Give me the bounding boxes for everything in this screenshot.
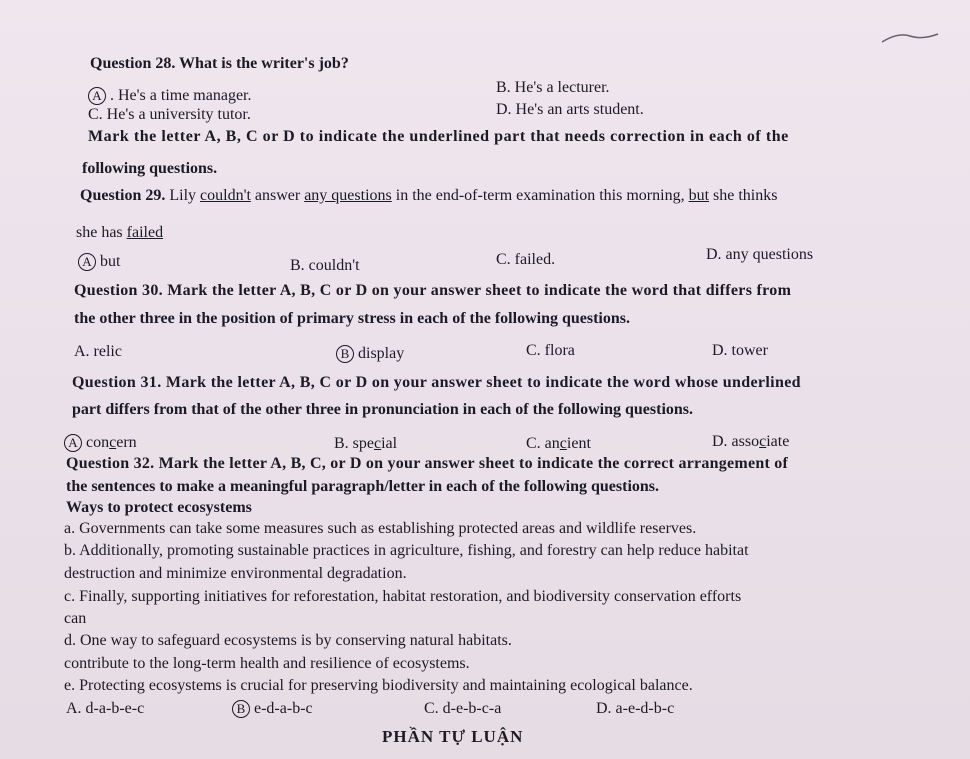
section-title: PHẦN TỰ LUẬN	[382, 727, 524, 746]
q28-option-d: D. He's an arts student.	[496, 101, 644, 118]
answer-circle: A	[64, 434, 82, 452]
q31-underlined: c	[109, 434, 117, 451]
q28-stem: Question 28. What is the writer's job?	[90, 55, 349, 72]
q30-instruction-line-2: the other three in the position of primary stress in each of the following questions.	[74, 310, 630, 327]
q31-text: ial	[381, 435, 398, 452]
q32-sentence-c-line-2: can	[64, 610, 87, 627]
q31-underlined: c	[759, 433, 767, 450]
q32-sentence-b-line-2: destruction and minimize environmental degradation.	[64, 565, 407, 582]
q29-sentence-line-2	[76, 224, 163, 242]
q30-option-d: D. tower	[712, 342, 768, 359]
q32-option-c: C. d-e-b-c-a	[424, 700, 502, 717]
q30-option-b	[336, 345, 404, 363]
q29-sentence-line-1	[80, 187, 777, 205]
instruction-line-2: following questions.	[82, 160, 218, 177]
q32-sentence-d-line-1: d. One way to safeguard ecosystems is by conserving natural habitats.	[64, 632, 512, 649]
q29-underlined-b: any questions	[304, 187, 392, 204]
q32-sentence-a: a. Governments can take some measures such as establishing protected areas and wildlife reserves.	[64, 520, 697, 537]
q28-option-a-text: . He's a time manager.	[110, 87, 252, 104]
q31-text: ient	[566, 435, 591, 452]
q32-option-b-text: e-d-a-b-c	[254, 700, 313, 717]
q29-option-b: B. couldn't	[290, 257, 360, 274]
q31-text: ern	[116, 434, 137, 451]
q32-instruction-line-2: the sentences to make a meaningful paragraph/letter in each of the following questions.	[66, 478, 660, 495]
q32-sentence-c-line-1: c. Finally, supporting initiatives for reforestation, habitat restoration, and biodiversity conservation efforts	[64, 588, 742, 605]
q32-heading: Ways to protect ecosystems	[66, 499, 252, 516]
q31-instruction-line-2: part differs from that of the other three in pronunciation in each of the following questions.	[72, 401, 694, 418]
q29-underlined-c: but	[688, 187, 710, 204]
q31-instruction-line-1: Question 31. Mark the letter A, B, C or D on your answer sheet to indicate the word whose underlined	[72, 374, 801, 391]
q28-option-c: C. He's a university tutor.	[88, 106, 251, 123]
q29-text: answer	[250, 187, 305, 204]
q29-underlined-d: failed	[126, 224, 164, 241]
q29-underlined-a: couldn't	[200, 187, 251, 204]
q30-option-b-text: display	[358, 345, 405, 362]
q31-underlined: c	[559, 435, 567, 452]
q29-text: in the end-of-term examination this morning,	[391, 187, 689, 204]
q29-option-a	[78, 253, 120, 271]
q31-text: B. spe	[334, 435, 374, 452]
q31-option-b	[334, 435, 397, 453]
answer-circle: A	[78, 253, 96, 271]
pen-mark	[880, 28, 940, 48]
q29-option-a-text: but	[100, 253, 121, 270]
q28-option-b: B. He's a lecturer.	[496, 79, 610, 96]
q32-instruction-line-1: Question 32. Mark the letter A, B, C, or D on your answer sheet to indicate the correct arrangement of	[66, 455, 789, 472]
q28-option-a	[88, 87, 252, 105]
answer-circle: B	[336, 345, 354, 363]
q31-option-d	[712, 433, 789, 451]
q31-text: iate	[766, 433, 790, 450]
q30-option-c: C. flora	[526, 342, 575, 359]
q29-text: she thinks	[709, 187, 778, 204]
q29-text: Lily	[165, 187, 201, 204]
q31-text: C. an	[526, 435, 560, 452]
q31-text: con	[86, 434, 110, 451]
q30-instruction-line-1: Question 30. Mark the letter A, B, C or D on your answer sheet to indicate the word that differs from	[74, 282, 792, 299]
q32-option-a: A. d-a-b-e-c	[66, 700, 145, 717]
q32-sentence-d-line-2: contribute to the long-term health and resilience of ecosystems.	[64, 655, 470, 672]
q32-sentence-e: e. Protecting ecosystems is crucial for preserving biodiversity and maintaining ecological balance.	[64, 677, 693, 694]
q32-option-d: D. a-e-d-b-c	[596, 700, 675, 717]
q29-label: Question 29.	[80, 187, 166, 204]
q32-option-b	[232, 700, 313, 718]
answer-circle: B	[232, 700, 250, 718]
instruction-line-1: Mark the letter A, B, C or D to indicate the underlined part that needs correction in each of the	[88, 128, 789, 145]
q31-text: D. asso	[712, 433, 760, 450]
q29-text: she has	[76, 224, 127, 241]
answer-circle: A	[88, 87, 106, 105]
q30-option-a: A. relic	[74, 343, 122, 360]
q31-option-a	[64, 434, 137, 452]
q32-sentence-b-line-1: b. Additionally, promoting sustainable practices in agriculture, fishing, and forestry can help reduce habitat	[64, 542, 749, 559]
q29-option-c: C. failed.	[496, 251, 556, 268]
q29-option-d: D. any questions	[706, 246, 814, 263]
q31-underlined: c	[374, 435, 382, 452]
q31-option-c	[526, 435, 591, 453]
